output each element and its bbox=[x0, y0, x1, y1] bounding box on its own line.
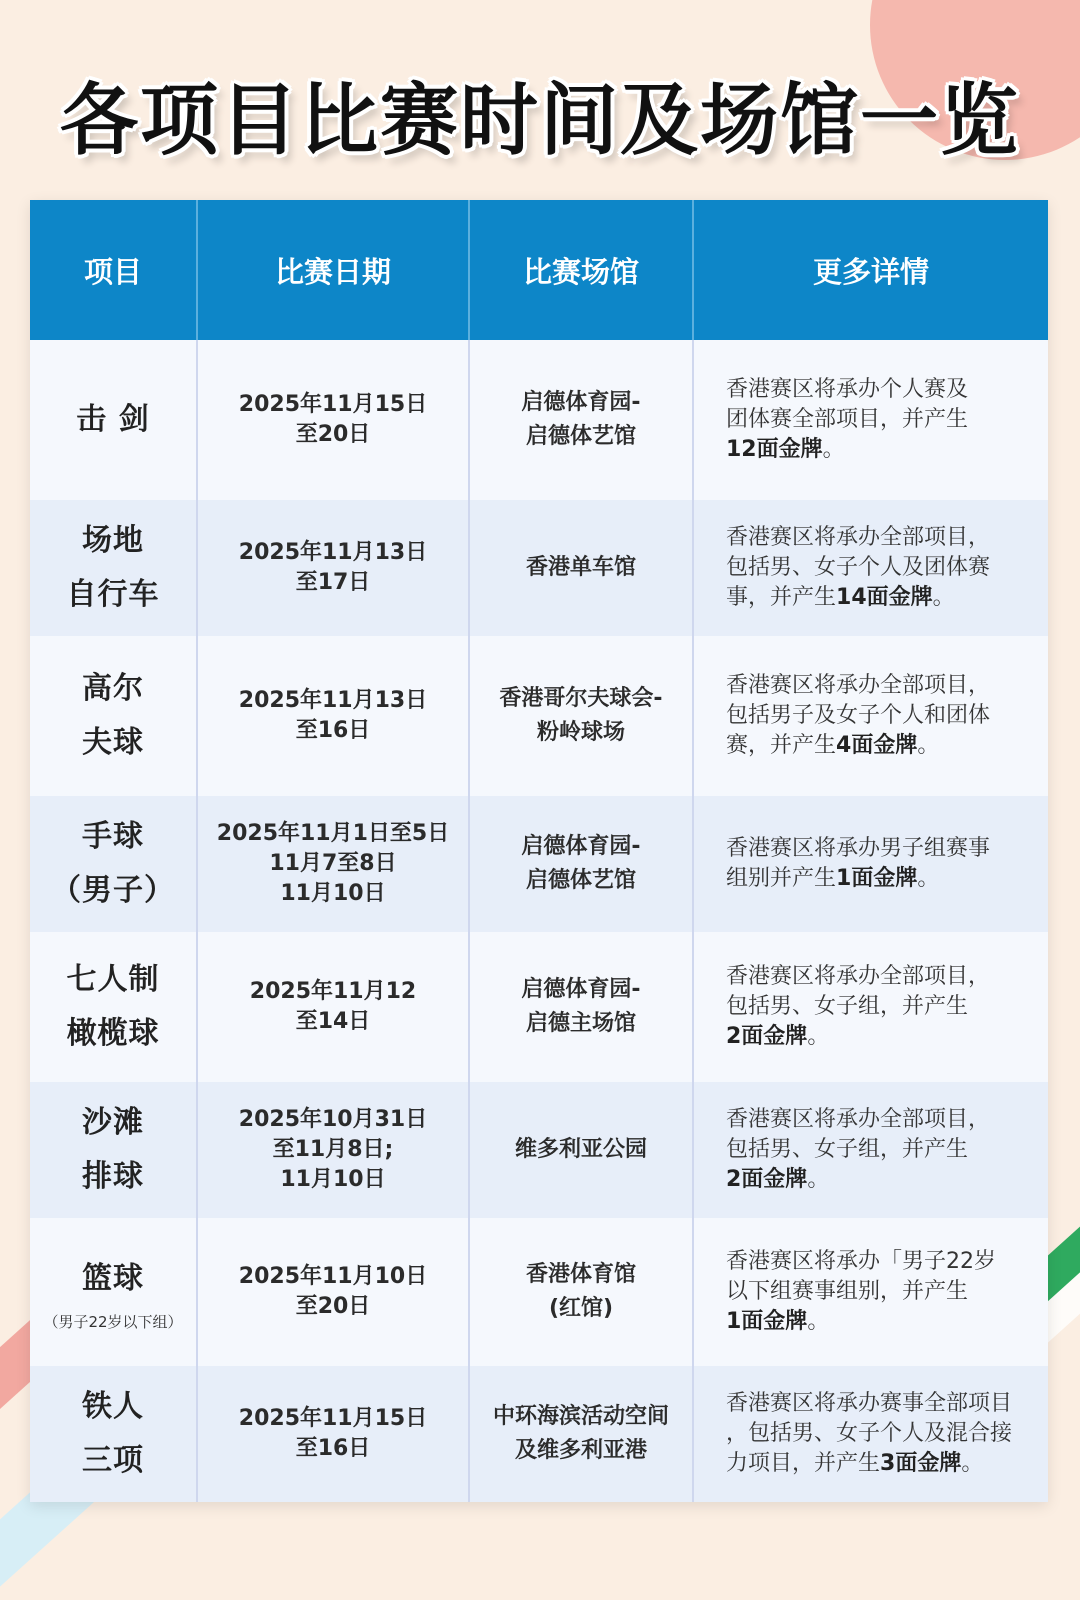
date-line: 至16日 bbox=[295, 1436, 371, 1461]
detail-line: 香港赛区将承办男子组赛事 bbox=[726, 836, 991, 861]
detail-text: 事，并产生 bbox=[726, 585, 837, 610]
header-venue: 比赛场馆 bbox=[470, 200, 694, 340]
sport-name: 排球 bbox=[82, 1159, 144, 1194]
detail-line: 包括男、女子个人及团体赛 bbox=[726, 555, 991, 580]
gold-medal-count: 2面金牌 bbox=[726, 1024, 808, 1049]
sport-name: 手球 bbox=[82, 819, 144, 854]
sport-name: 夫球 bbox=[82, 725, 144, 760]
detail-text: 组别并产生 bbox=[726, 866, 837, 891]
table-row bbox=[30, 340, 1048, 500]
venue-cell bbox=[470, 1082, 694, 1218]
detail-line bbox=[726, 435, 845, 465]
date-line: 至20日 bbox=[295, 422, 371, 447]
detail-line: 香港赛区将承办全部项目， bbox=[726, 964, 991, 989]
sport-name: （男子） bbox=[51, 873, 175, 908]
table-row bbox=[30, 500, 1048, 636]
sport-name: 橄榄球 bbox=[66, 1016, 160, 1051]
date-line: 至20日 bbox=[295, 1294, 371, 1319]
date-line: 至11月8日; bbox=[272, 1137, 394, 1162]
detail-punct: 。 bbox=[822, 437, 845, 462]
detail-punct: 。 bbox=[917, 733, 940, 758]
date-cell bbox=[198, 932, 470, 1082]
date-cell bbox=[198, 636, 470, 796]
venue-line: 维多利亚公园 bbox=[514, 1137, 647, 1162]
venue-line: 启德主场馆 bbox=[525, 1011, 636, 1036]
venue-line: 启德体艺馆 bbox=[525, 424, 636, 449]
gold-medal-count: 2面金牌 bbox=[726, 1167, 808, 1192]
detail-line: 包括男、女子组，并产生 bbox=[726, 994, 969, 1019]
table-row bbox=[30, 932, 1048, 1082]
date-line: 2025年11月15日 bbox=[238, 392, 428, 417]
detail-cell bbox=[694, 500, 1048, 636]
date-line: 至16日 bbox=[295, 718, 371, 743]
sport-cell bbox=[30, 796, 198, 932]
sport-name: 三项 bbox=[82, 1443, 144, 1478]
detail-cell bbox=[694, 1218, 1048, 1366]
venue-line: 香港哥尔夫球会- bbox=[499, 686, 663, 711]
detail-punct: 。 bbox=[807, 1309, 830, 1334]
detail-line bbox=[726, 583, 955, 613]
date-line: 2025年10月31日 bbox=[238, 1107, 428, 1132]
detail-line: 香港赛区将承办个人赛及 bbox=[726, 377, 969, 402]
date-line: 至14日 bbox=[295, 1009, 371, 1034]
detail-punct: 。 bbox=[807, 1167, 830, 1192]
date-line: 至17日 bbox=[295, 570, 371, 595]
gold-medal-count: 14面金牌 bbox=[836, 585, 933, 610]
sport-name: 自行车 bbox=[66, 577, 160, 612]
date-line: 11月10日 bbox=[280, 1167, 386, 1192]
detail-cell bbox=[694, 932, 1048, 1082]
sport-subtitle: （男子22岁以下组） bbox=[43, 1313, 183, 1331]
detail-line: 香港赛区将承办全部项目， bbox=[726, 525, 991, 550]
sport-name: 高尔 bbox=[82, 671, 144, 706]
sport-cell bbox=[30, 1082, 198, 1218]
date-line: 11月7至8日 bbox=[269, 851, 397, 876]
venue-cell bbox=[470, 500, 694, 636]
detail-line: 香港赛区将承办全部项目， bbox=[726, 1107, 991, 1132]
detail-line: 包括男、女子组，并产生 bbox=[726, 1137, 969, 1162]
detail-line bbox=[726, 1307, 829, 1337]
detail-line bbox=[726, 1449, 983, 1479]
table-header-row bbox=[30, 200, 1048, 340]
detail-line: 以下组赛事组别，并产生 bbox=[726, 1279, 969, 1304]
venue-cell bbox=[470, 1218, 694, 1366]
venue-line: 香港体育馆 bbox=[525, 1262, 636, 1287]
venue-cell bbox=[470, 636, 694, 796]
detail-cell bbox=[694, 1082, 1048, 1218]
table-row bbox=[30, 796, 1048, 932]
venue-line: 启德体艺馆 bbox=[525, 868, 636, 893]
venue-cell bbox=[470, 340, 694, 500]
date-line: 2025年11月10日 bbox=[238, 1264, 428, 1289]
detail-line: 包括男子及女子个人和团体 bbox=[726, 703, 991, 728]
detail-line bbox=[726, 1165, 829, 1195]
detail-line: 香港赛区将承办「男子22岁 bbox=[726, 1249, 996, 1274]
venue-cell bbox=[470, 1366, 694, 1502]
date-cell bbox=[198, 796, 470, 932]
date-cell bbox=[198, 1366, 470, 1502]
date-line: 2025年11月15日 bbox=[238, 1406, 428, 1431]
date-cell bbox=[198, 500, 470, 636]
header-details: 更多详情 bbox=[812, 254, 929, 289]
gold-medal-count: 12面金牌 bbox=[726, 437, 823, 462]
detail-text: 赛，并产生 bbox=[726, 733, 837, 758]
date-cell bbox=[198, 1082, 470, 1218]
venue-line: 粉岭球场 bbox=[536, 720, 625, 745]
gold-medal-count: 3面金牌 bbox=[880, 1451, 962, 1476]
sport-name: 铁人 bbox=[82, 1389, 144, 1424]
detail-cell bbox=[694, 636, 1048, 796]
detail-line bbox=[726, 731, 939, 761]
detail-punct: 。 bbox=[961, 1451, 984, 1476]
schedule-table bbox=[30, 200, 1048, 1502]
sport-cell bbox=[30, 340, 198, 500]
sport-cell bbox=[30, 932, 198, 1082]
detail-punct: 。 bbox=[917, 866, 940, 891]
sport-name: 击 剑 bbox=[76, 402, 150, 437]
date-line: 2025年11月13日 bbox=[238, 540, 428, 565]
date-line: 2025年11月12 bbox=[249, 979, 417, 1004]
detail-text: 力项目，并产生 bbox=[726, 1451, 881, 1476]
gold-medal-count: 1面金牌 bbox=[726, 1309, 808, 1334]
detail-cell bbox=[694, 796, 1048, 932]
page-title: 各项目比赛时间及场馆一览 bbox=[59, 76, 1020, 166]
detail-line: 团体赛全部项目，并产生 bbox=[726, 407, 969, 432]
gold-medal-count: 4面金牌 bbox=[836, 733, 918, 758]
table-row bbox=[30, 1366, 1048, 1502]
sport-cell bbox=[30, 500, 198, 636]
sport-name: 七人制 bbox=[66, 962, 160, 997]
detail-line: ，包括男、女子个人及混合接 bbox=[726, 1421, 1013, 1446]
header-sport: 项目 bbox=[30, 200, 198, 340]
sport-name: 沙滩 bbox=[82, 1105, 144, 1140]
date-cell bbox=[198, 1218, 470, 1366]
sport-name: 篮球 bbox=[82, 1261, 144, 1296]
venue-line: 启德体育园- bbox=[521, 977, 641, 1002]
venue-line: 启德体育园- bbox=[521, 834, 641, 859]
sport-cell bbox=[30, 1218, 198, 1366]
header-date: 比赛日期 bbox=[198, 200, 470, 340]
venue-line: 及维多利亚港 bbox=[514, 1438, 647, 1463]
date-cell bbox=[198, 340, 470, 500]
detail-punct: 。 bbox=[807, 1024, 830, 1049]
detail-line bbox=[726, 1022, 829, 1052]
gold-medal-count: 1面金牌 bbox=[836, 866, 918, 891]
venue-line: 中环海滨活动空间 bbox=[492, 1404, 669, 1429]
sport-cell bbox=[30, 1366, 198, 1502]
table-row bbox=[30, 1082, 1048, 1218]
sport-cell bbox=[30, 636, 198, 796]
date-line: 2025年11月13日 bbox=[238, 688, 428, 713]
table-row bbox=[30, 1218, 1048, 1366]
venue-line: 启德体育园- bbox=[521, 390, 641, 415]
detail-cell bbox=[694, 1366, 1048, 1502]
date-line: 11月10日 bbox=[280, 881, 386, 906]
table-row bbox=[30, 636, 1048, 796]
detail-line: 香港赛区将承办赛事全部项目 bbox=[726, 1391, 1013, 1416]
venue-line: 香港单车馆 bbox=[525, 555, 636, 580]
venue-cell bbox=[470, 932, 694, 1082]
detail-cell bbox=[694, 340, 1048, 500]
detail-line: 香港赛区将承办全部项目， bbox=[726, 673, 991, 698]
date-line: 2025年11月1日至5日 bbox=[216, 821, 450, 846]
detail-line bbox=[726, 864, 939, 894]
detail-punct: 。 bbox=[932, 585, 955, 610]
venue-line: (红馆) bbox=[548, 1296, 614, 1321]
venue-cell bbox=[470, 796, 694, 932]
sport-name: 场地 bbox=[82, 523, 144, 558]
